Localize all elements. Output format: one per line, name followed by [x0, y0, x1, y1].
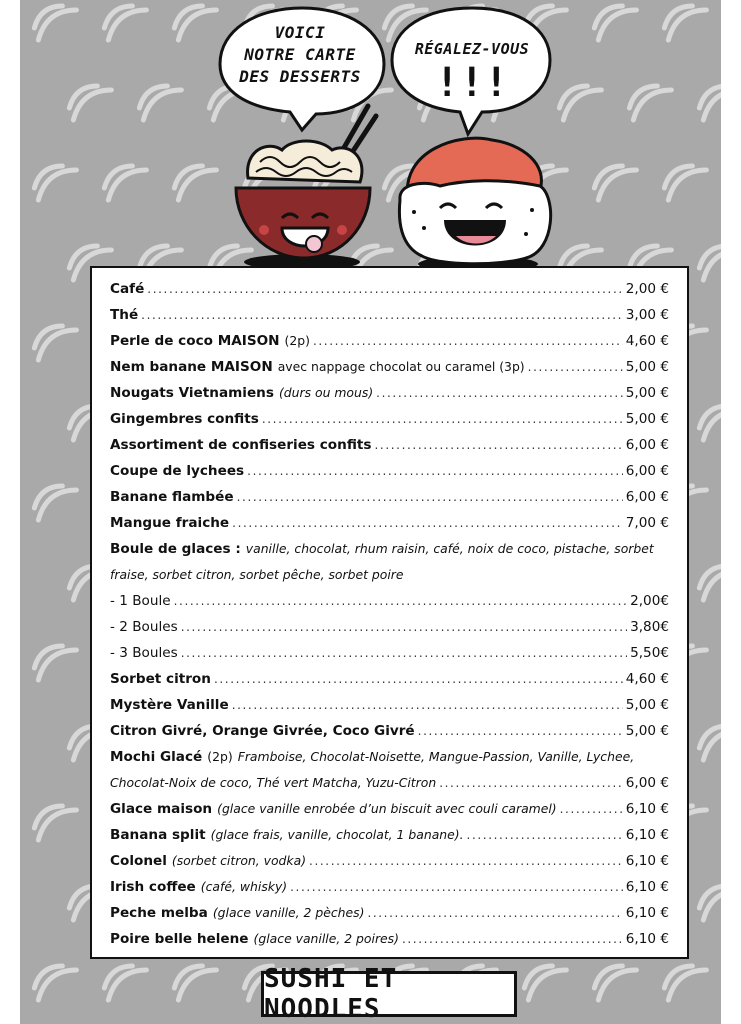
item-price: 6,10 € [625, 853, 669, 869]
swirl-decoration [34, 486, 76, 520]
menu-item [110, 302, 669, 328]
swirl-decoration [699, 406, 721, 440]
dot-leader [247, 458, 623, 484]
ice-cream-option [110, 640, 669, 666]
menu-item [110, 822, 669, 848]
ice-cream-option [110, 588, 669, 614]
dot-leader [402, 926, 623, 952]
item-name: Peche melba [110, 905, 208, 921]
menu-item [110, 276, 669, 302]
dessert-menu-list [90, 266, 689, 959]
item-name: Thé [110, 307, 139, 323]
dot-leader [232, 510, 623, 536]
swirl-decoration [699, 566, 721, 600]
swirl-decoration [104, 966, 146, 1000]
item-price: 5,00 € [625, 723, 669, 739]
item-description: Framboise, Chocolat-Noisette, Mangue-Passion, Vanille, Lychee, [237, 749, 635, 764]
item-name: Mystère Vanille [110, 697, 229, 713]
dot-leader [376, 380, 623, 406]
menu-item [110, 406, 669, 432]
menu-item [110, 718, 669, 744]
menu-item [110, 432, 669, 458]
item-price: 6,10 € [625, 801, 669, 817]
item-price: 5,00 € [625, 385, 669, 401]
menu-item [110, 510, 669, 536]
item-description: (glace vanille enrobée d’un biscuit avec couli caramel) [217, 801, 557, 816]
item-price: 3,80€ [630, 619, 669, 635]
item-note: (2p) [284, 333, 310, 348]
item-price: 3,00 € [625, 307, 669, 323]
item-name: Poire belle helene [110, 931, 249, 947]
dot-leader [262, 406, 623, 432]
bubble-line: DES DESSERTS [239, 67, 361, 86]
item-name: Mochi Glacé [110, 749, 203, 765]
dot-leader [237, 484, 623, 510]
sushi-mascot-icon [399, 138, 550, 270]
item-price: 5,00 € [625, 359, 669, 375]
item-name: Café [110, 281, 145, 297]
item-price: 6,00 € [625, 437, 669, 453]
item-name: Citron Givré, Orange Givrée, Coco Givré [110, 723, 415, 739]
dot-leader [290, 874, 623, 900]
swirl-decoration [524, 966, 566, 1000]
item-name: Perle de coco MAISON [110, 333, 280, 349]
menu-item-mochi-glace [110, 744, 669, 770]
dot-leader [375, 432, 623, 458]
item-description: (durs ou mous) [278, 385, 374, 400]
swirl-decoration [34, 806, 76, 840]
item-description: (café, whisky) [200, 879, 288, 894]
item-name: Assortiment de confiseries confits [110, 437, 372, 453]
item-price: 7,00 € [625, 515, 669, 531]
dot-leader [418, 718, 623, 744]
dot-leader [141, 302, 623, 328]
menu-item [110, 666, 669, 692]
item-price: 4,60 € [625, 333, 669, 349]
item-name: Banana split [110, 827, 206, 843]
item-description: (sorbet citron, vodka) [171, 853, 307, 868]
dot-leader [313, 328, 623, 354]
item-price: 6,00 € [625, 775, 669, 791]
item-price: 2,00€ [630, 593, 669, 609]
speech-bubble-right-exclamation: !!! [435, 60, 509, 106]
dot-leader [439, 770, 623, 796]
item-price: 4,60 € [625, 671, 669, 687]
item-price: 5,50€ [630, 645, 669, 661]
item-price: 6,10 € [625, 827, 669, 843]
swirl-decoration [664, 966, 706, 1000]
dot-leader [214, 666, 623, 692]
item-name: - 3 Boules [110, 645, 178, 661]
item-price: 6,00 € [625, 463, 669, 479]
item-description-continued: fraise, sorbet citron, sorbet pêche, sorbet poire [110, 567, 404, 582]
bubble-line: VOICI [274, 23, 326, 42]
dot-leader [528, 354, 623, 380]
logo-text: SUSHI ET NOODLES [264, 964, 398, 1024]
item-description: (glace frais, vanille, chocolat, 1 banane). [210, 827, 464, 842]
menu-item [110, 692, 669, 718]
item-price: 5,00 € [625, 411, 669, 427]
swirl-decoration [699, 886, 721, 920]
menu-item [110, 354, 669, 380]
menu-item [110, 484, 669, 510]
item-price: 5,00 € [625, 697, 669, 713]
speech-bubble-left-text [220, 22, 380, 88]
swirl-decoration [594, 966, 636, 1000]
dot-leader [309, 848, 623, 874]
swirl-decoration [174, 966, 216, 1000]
dot-leader [232, 692, 623, 718]
item-name: Mangue fraiche [110, 515, 230, 531]
item-name: Gingembres confits [110, 411, 259, 427]
speech-bubble-right-text: RÉGALEZ-VOUS [414, 40, 530, 58]
menu-item [110, 458, 669, 484]
item-price: 2,00 € [625, 281, 669, 297]
dot-leader [560, 796, 623, 822]
item-name: Nougats Vietnamiens [110, 385, 274, 401]
menu-item [110, 328, 669, 354]
item-price: 6,10 € [625, 879, 669, 895]
ice-cream-option [110, 614, 669, 640]
item-name: Irish coffee [110, 879, 196, 895]
bubble-line: NOTRE CARTE [244, 45, 356, 64]
swirl-decoration [34, 326, 76, 360]
dot-leader [367, 900, 622, 926]
menu-item [110, 796, 669, 822]
item-note: (2p) [207, 749, 233, 764]
menu-item [110, 926, 669, 952]
menu-item [110, 900, 669, 926]
dot-leader [181, 614, 627, 640]
swirl-decoration [34, 646, 76, 680]
item-name: Banane flambée [110, 489, 234, 505]
item-name: Nem banane MAISON [110, 359, 273, 375]
item-price: 6,00 € [625, 489, 669, 505]
item-name: Glace maison [110, 801, 213, 817]
item-description: (glace vanille, 2 poires) [253, 931, 399, 946]
item-price: 6,10 € [625, 931, 669, 947]
dot-leader [174, 588, 627, 614]
item-name: - 1 Boule [110, 593, 171, 609]
item-name: Boule de glaces : [110, 541, 241, 557]
item-description: (glace vanille, 2 pèches) [212, 905, 365, 920]
dot-leader [181, 640, 627, 666]
item-name: - 2 Boules [110, 619, 178, 635]
menu-item [110, 874, 669, 900]
menu-item-mochi-glace-continued [110, 770, 669, 796]
dot-leader [147, 276, 622, 302]
item-note: avec nappage chocolat ou caramel (3p) [277, 359, 525, 374]
item-name: Coupe de lychees [110, 463, 245, 479]
menu-item-boule-de-glaces [110, 536, 669, 562]
menu-item [110, 380, 669, 406]
dot-leader [467, 822, 623, 848]
item-description-continued: Chocolat-Noix de coco, Thé vert Matcha, Yuzu-Citron [110, 775, 437, 790]
swirl-decoration [34, 966, 76, 1000]
item-name: Colonel [110, 853, 167, 869]
item-description: vanille, chocolat, rhum raisin, café, noix de coco, pistache, sorbet [245, 541, 654, 556]
item-name: Sorbet citron [110, 671, 211, 687]
restaurant-logo [261, 964, 517, 1024]
noodle-bowl-mascot-icon [236, 141, 370, 270]
swirl-decoration [699, 726, 721, 760]
item-price: 6,10 € [625, 905, 669, 921]
menu-item [110, 848, 669, 874]
